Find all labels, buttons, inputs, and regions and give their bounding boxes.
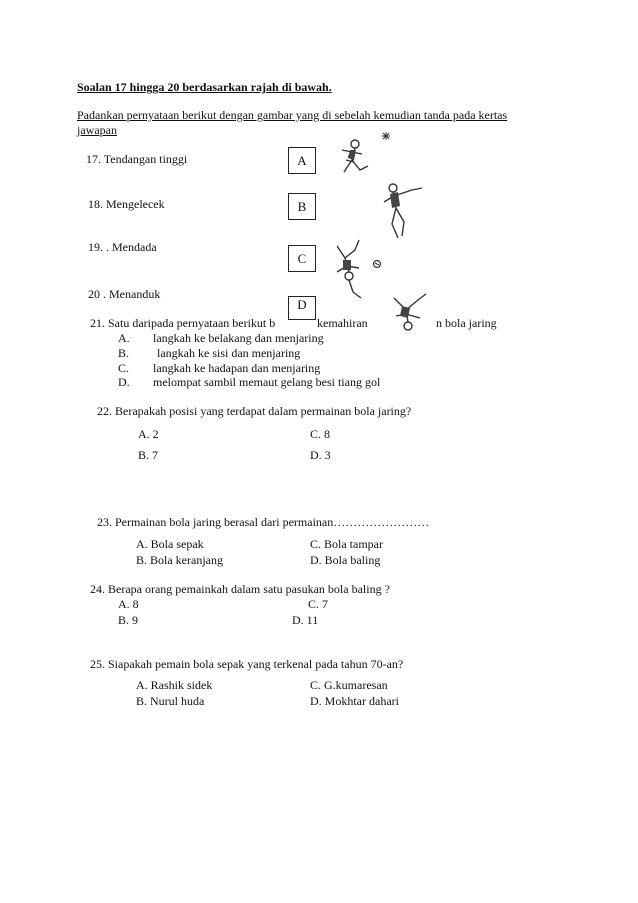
- question-21-stem-mid: kemahiran: [317, 316, 368, 330]
- instruction-line-1: Padankan pernyataan berikut dengan gambar yang di sebelah kemudian tanda pada kertas: [77, 108, 508, 122]
- question-19: 19. . Mendada: [88, 240, 157, 254]
- q21-option-d-text: melompat sambil memaut gelang besi tiang gol: [153, 375, 381, 389]
- q21-option-c-letter: C.: [118, 361, 130, 375]
- question-25-stem: 25. Siapakah pemain bola sepak yang terkenal pada tahun 70-an?: [90, 657, 404, 671]
- q25-option-a: A. Rashik sidek: [136, 678, 213, 692]
- q21-option-a-text: langkah ke belakang dan menjaring: [153, 331, 324, 345]
- q23-option-a: A. Bola sepak: [136, 537, 204, 551]
- q22-option-c: C. 8: [310, 427, 331, 441]
- q21-option-d-letter: D.: [118, 375, 130, 389]
- chest-trap-player-illustration: [325, 236, 390, 308]
- q24-option-b: B. 9: [118, 613, 139, 627]
- heading-player-illustration: [382, 292, 437, 334]
- q22-option-a: A. 2: [138, 427, 159, 441]
- q23-option-c: C. Bola tampar: [310, 537, 383, 551]
- q22-option-b: B. 7: [138, 448, 159, 462]
- q24-option-d: D. 11: [292, 613, 319, 627]
- answer-box-d: D: [288, 296, 316, 320]
- q22-option-d: D. 3: [310, 448, 331, 462]
- question-24-stem: 24. Berapa orang pemainkah dalam satu pasukan bola baling ?: [90, 582, 390, 596]
- q21-option-a-letter: A.: [118, 331, 130, 345]
- q24-option-c: C. 7: [308, 597, 329, 611]
- q21-option-b-letter: B.: [118, 346, 130, 360]
- q23-option-b: B. Bola keranjang: [136, 553, 223, 567]
- q25-option-d: D. Mokhtar dahari: [310, 694, 399, 708]
- q25-option-c: C. G.kumaresan: [310, 678, 388, 692]
- instruction-line-2: jawapan: [77, 123, 117, 137]
- question-21-stem: 21. Satu daripada pernyataan berikut b: [90, 316, 276, 330]
- question-20: 20 . Menanduk: [88, 287, 161, 301]
- q24-option-a: A. 8: [118, 597, 139, 611]
- question-23-stem: 23. Permainan bola jaring berasal dari permainan……………………: [97, 515, 430, 529]
- q21-option-c-text: langkah ke hadapan dan menjaring: [153, 361, 321, 375]
- answer-box-c: C: [288, 245, 316, 272]
- q25-option-b: B. Nurul huda: [136, 694, 205, 708]
- answer-box-a: A: [288, 147, 316, 174]
- section-title: Soalan 17 hingga 20 berdasarkan rajah di bawah.: [77, 80, 332, 94]
- question-21-stem-end: n bola jaring: [436, 316, 497, 330]
- answer-box-b: B: [288, 193, 316, 220]
- question-17: 17. Tendangan tinggi: [86, 152, 188, 166]
- question-18: 18. Mengelecek: [88, 197, 165, 211]
- q21-option-b-text: langkah ke sisi dan menjaring: [157, 346, 301, 360]
- q23-option-d: D. Bola baling: [310, 553, 381, 567]
- question-22-stem: 22. Berapakah posisi yang terdapat dalam permainan bola jaring?: [97, 404, 412, 418]
